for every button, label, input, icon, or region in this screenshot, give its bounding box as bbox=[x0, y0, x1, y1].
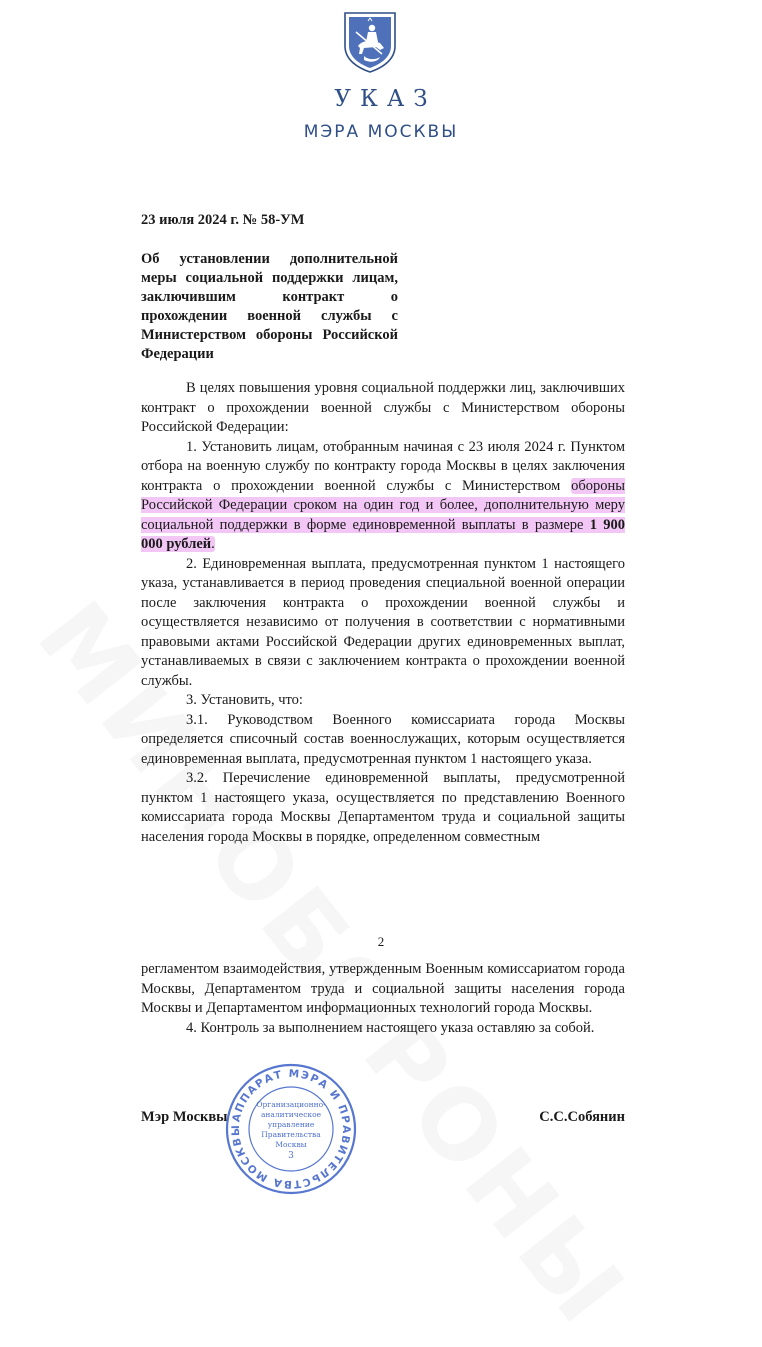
paragraph-3: 3. Установить, что: bbox=[186, 692, 303, 708]
paragraph-1-end: . bbox=[211, 536, 215, 552]
paragraph-3-2-continued: регламентом взаимодействия, утвержденным Военным комиссариатом города Москвы, Департаментом труда и социальной защиты населения города Москвы и Департаментом информационных технологий города Москвы. bbox=[141, 961, 625, 1016]
issuer-title: МЭРА МОСКВЫ bbox=[303, 122, 459, 142]
seal-line-5: Москвы bbox=[275, 1140, 307, 1149]
seal-line-1: Организационно- bbox=[256, 1100, 326, 1109]
paragraph-3-1: 3.1. Руководством Военного комиссариата города Москвы определяется списочный состав военнослужащих, которым осуществляется единовременная выплата, предусмотренная пунктом 1 настоящего указа. bbox=[141, 711, 625, 767]
decree-body-page1 bbox=[141, 379, 625, 847]
official-seal-stamp bbox=[224, 1062, 358, 1196]
seal-number: 3 bbox=[288, 1151, 294, 1161]
paragraph-3-2: 3.2. Перечисление единовременной выплаты, предусмотренной пунктом 1 настоящего указа, осуществляется по представлению Военного комиссариата города Москвы Департаментом труда и социальной защиты населения города Москвы в порядке, определенном совместным bbox=[141, 770, 625, 845]
signatory-position: Мэр Москвы bbox=[141, 1109, 228, 1125]
decree-subject: Об установлении дополнительной меры социальной поддержки лицам, заключившим контракт о прохождении военной службы с Министерством обороны Российской Федерации bbox=[141, 251, 398, 362]
seal-line-3: управление bbox=[267, 1120, 315, 1129]
document-type-title: УКАЗ bbox=[334, 86, 437, 112]
paragraph-4: 4. Контроль за выполнением настоящего указа оставляю за собой. bbox=[186, 1019, 595, 1036]
paragraph-1-start: 1. Установить лицам, отобранным начиная с 23 июля 2024 г. Пунктом отбора на военную службу по контракту города Москвы в целях заключения контракта о прохождении военной службы с Министерством bbox=[141, 438, 625, 494]
seal-line-2: аналитическое bbox=[260, 1110, 322, 1119]
signatory-name: С.С.Собянин bbox=[539, 1109, 625, 1125]
decree-date-number: 23 июля 2024 г. № 58-УМ bbox=[141, 212, 305, 228]
decree-body-page2 bbox=[141, 960, 625, 1038]
seal-ring-text: АППАРАТ МЭРА И ПРАВИТЕЛЬСТВА МОСКВЫ bbox=[229, 1067, 353, 1191]
payment-amount: 1 900 000 рублей bbox=[141, 516, 625, 552]
preamble: В целях повышения уровня социальной поддержки лиц, заключивших контракт о прохождении военной службы с Министерством обороны Российской Федерации: bbox=[141, 380, 625, 435]
moscow-coat-of-arms-icon bbox=[342, 10, 398, 74]
highlighted-text: обороны Российской Федерации сроком на один год и более, дополнительную меру социальной поддержки в форме единовременной выплаты в размере bbox=[141, 477, 625, 533]
seal-line-4: Правительства bbox=[261, 1130, 321, 1139]
paragraph-1 bbox=[141, 438, 625, 555]
page-number: 2 bbox=[377, 934, 385, 949]
paragraph-2: 2. Единовременная выплата, предусмотренная пунктом 1 настоящего указа, устанавливается в период проведения специальной военной операции после заключения контракта о прохождении военной службы и осуществляется независимо от получения в соответствии с нормативными правовыми актами Российской Федерации других единовременных выплат, устанавливаемых в связи с заключением контракта о прохождении военной службы. bbox=[141, 555, 625, 689]
